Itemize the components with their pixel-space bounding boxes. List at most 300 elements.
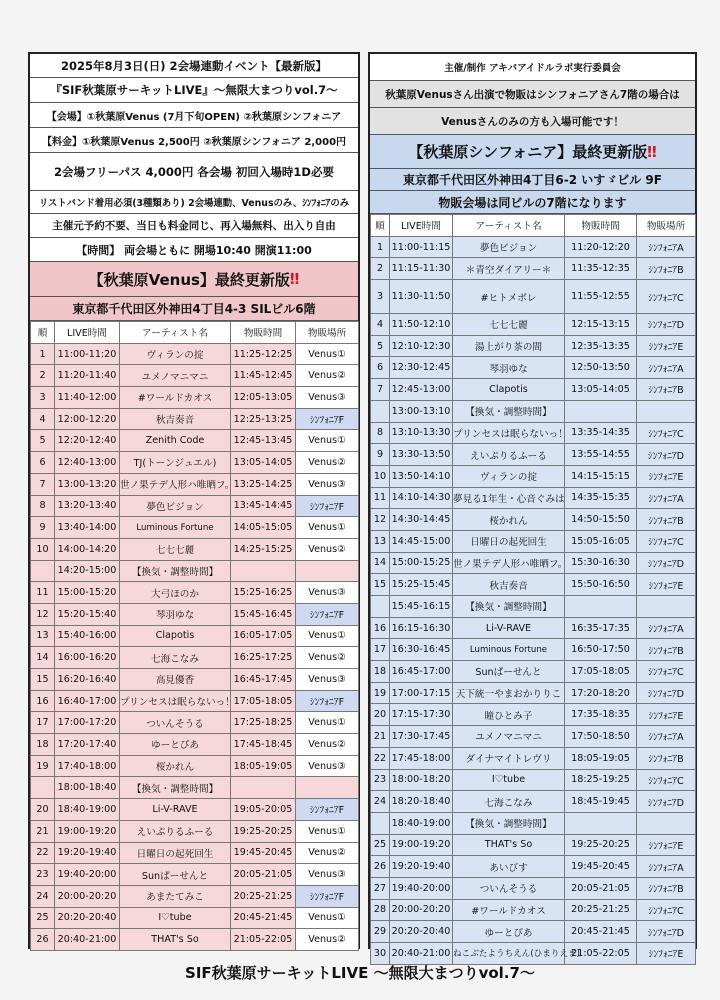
table-header-row: [31, 322, 359, 344]
cell-no: 24: [31, 885, 55, 907]
table-row: [371, 856, 696, 878]
cell-live: 13:00-13:20: [55, 473, 120, 495]
cell-goods-time: 13:05-14:05: [231, 452, 296, 474]
table-row: [371, 769, 696, 791]
cell-place: ｼﾝﾌｫﾆｱF: [296, 885, 359, 907]
cell-place: Venus①: [296, 907, 359, 929]
cell-no: 20: [31, 799, 55, 821]
cell-artist: 瞳ひとみ子: [453, 704, 565, 726]
event-date-line: 2025年8月3日(日) 2会場連動イベント【最新版】: [30, 54, 358, 78]
table-row: [31, 495, 359, 517]
cell-place: ｼﾝﾌｫﾆｱF: [296, 603, 359, 625]
cell-no: 5: [371, 335, 390, 357]
cell-no: [371, 596, 390, 618]
table-row: [371, 357, 696, 379]
cell-goods-time: 14:15-15:15: [565, 465, 637, 487]
cell-goods-time: 16:25-17:25: [231, 647, 296, 669]
table-row: [31, 734, 359, 756]
cell-artist: THAT's So: [120, 929, 231, 951]
cell-artist: TJ(トーンジュエル): [120, 452, 231, 474]
cell-goods-time: 12:50-13:50: [565, 357, 637, 379]
table-row: [31, 538, 359, 560]
cell-goods-time: 19:45-20:45: [231, 842, 296, 864]
cell-live: 20:20-20:40: [390, 921, 453, 943]
cell-no: 21: [31, 820, 55, 842]
cell-no: [371, 812, 390, 834]
cell-live: 11:00-11:20: [55, 343, 120, 365]
cell-goods-time: 14:50-15:50: [565, 509, 637, 531]
cell-live: 15:25-15:45: [390, 574, 453, 596]
table-row: [31, 473, 359, 495]
table-row: [31, 517, 359, 539]
table-header-row: [371, 215, 696, 237]
cell-artist: I♡tube: [453, 769, 565, 791]
cell-artist: 世ノ果テデ人形ハ唯晒フ。: [453, 552, 565, 574]
cell-no: 23: [371, 769, 390, 791]
cell-place: ｼﾝﾌｫﾆｱC: [637, 280, 696, 314]
cell-goods-time: [231, 777, 296, 799]
cell-no: 16: [31, 690, 55, 712]
cell-place: Venus①: [296, 625, 359, 647]
table-row: [31, 452, 359, 474]
cell-place: ｼﾝﾌｫﾆｱB: [637, 639, 696, 661]
cell-place: Venus②: [296, 929, 359, 951]
cell-artist: Li-V-RAVE: [120, 799, 231, 821]
cell-no: 9: [31, 517, 55, 539]
table-row: [371, 422, 696, 444]
cell-artist: えいぷりるふーる: [120, 820, 231, 842]
cell-artist: 夢見る1年生・心音ぐみは: [453, 487, 565, 509]
cell-goods-time: 20:45-21:45: [231, 907, 296, 929]
table-row: [31, 885, 359, 907]
cell-goods-time: [565, 812, 637, 834]
cell-goods-time: 13:05-14:05: [565, 379, 637, 401]
cell-no: 8: [371, 422, 390, 444]
table-row: [371, 747, 696, 769]
cell-live: 11:50-12:10: [390, 314, 453, 336]
cell-artist: 秋吉奏音: [120, 408, 231, 430]
cell-place: ｼﾝﾌｫﾆｱF: [296, 690, 359, 712]
cell-live: 11:00-11:15: [390, 236, 453, 258]
cell-place: ｼﾝﾌｫﾆｱD: [637, 921, 696, 943]
cell-place: Venus①: [296, 820, 359, 842]
cell-artist: 秋吉奏音: [453, 574, 565, 596]
cell-artist: 日曜日の起死回生: [120, 842, 231, 864]
cell-artist: #ワールドカオス: [453, 899, 565, 921]
cell-goods-time: 20:25-21:25: [231, 885, 296, 907]
venus-panel: [28, 52, 360, 949]
cell-place: ｼﾝﾌｫﾆｱE: [637, 574, 696, 596]
cell-place: ｼﾝﾌｫﾆｱB: [637, 258, 696, 280]
cell-artist: #ヒトメボレ: [453, 280, 565, 314]
table-row: [371, 899, 696, 921]
cell-no: 13: [371, 530, 390, 552]
table-row: [31, 365, 359, 387]
table-row: [371, 639, 696, 661]
table-row: [31, 799, 359, 821]
cell-live: 16:40-17:00: [55, 690, 120, 712]
table-row: [371, 877, 696, 899]
cell-no: [371, 400, 390, 422]
cell-no: 15: [31, 669, 55, 691]
cell-goods-time: 16:50-17:50: [565, 639, 637, 661]
symphonia-panel: [368, 52, 697, 961]
cell-live: 14:10-14:30: [390, 487, 453, 509]
cell-no: 17: [371, 639, 390, 661]
cell-live: 13:00-13:10: [390, 400, 453, 422]
table-row: [371, 314, 696, 336]
table-row: [31, 603, 359, 625]
cell-live: 19:20-19:40: [390, 856, 453, 878]
cell-live: 12:40-13:00: [55, 452, 120, 474]
cell-goods-time: 17:50-18:50: [565, 726, 637, 748]
price-line: 【料金】①秋葉原Venus 2,500円 ②秋葉原シンフォニア 2,000円: [30, 128, 358, 153]
cell-goods-time: 12:25-13:25: [231, 408, 296, 430]
cell-artist: 日曜日の起死回生: [453, 530, 565, 552]
cell-live: 16:15-16:30: [390, 617, 453, 639]
cell-place: ｼﾝﾌｫﾆｱE: [637, 704, 696, 726]
cell-no: 3: [371, 280, 390, 314]
table-row: [371, 791, 696, 813]
cell-place: Venus③: [296, 755, 359, 777]
cell-artist: プリンセスは眠らないっ！: [453, 422, 565, 444]
cell-no: 18: [371, 661, 390, 683]
cell-artist: 世ノ果テデ人形ハ唯晒フ。: [120, 473, 231, 495]
cell-live: 14:20-15:00: [55, 560, 120, 582]
table-row: [371, 726, 696, 748]
table-row: [371, 379, 696, 401]
table-row: [371, 400, 696, 422]
table-row: [371, 236, 696, 258]
wristband-line: リストバンド着用必須(3種類あり) 2会場連動、Venusのみ、ｼﾝﾌｫﾆｱのみ: [30, 191, 358, 214]
table-row: [371, 704, 696, 726]
cell-live: 19:40-20:00: [55, 864, 120, 886]
symphonia-title-text: 【秋葉原シンフォニア】最終更新版: [408, 143, 648, 161]
table-row: [371, 661, 696, 683]
cell-artist: ついんそうる: [120, 712, 231, 734]
cell-artist: #ワールドカオス: [120, 387, 231, 409]
cell-artist: ユメノマニマニ: [453, 726, 565, 748]
cell-place: Venus①: [296, 343, 359, 365]
table-header-cell: 順: [371, 215, 390, 237]
free-pass-line: 2会場フリーパス 4,000円 各会場 初回入場時1D必要: [30, 153, 358, 191]
cell-place: ｼﾝﾌｫﾆｱB: [637, 509, 696, 531]
cell-live: 20:00-20:20: [390, 899, 453, 921]
cell-no: 19: [31, 755, 55, 777]
cell-goods-time: 11:55-12:55: [565, 280, 637, 314]
cell-no: 1: [371, 236, 390, 258]
cell-goods-time: 20:05-21:05: [565, 877, 637, 899]
cell-live: 20:20-20:40: [55, 907, 120, 929]
cell-artist: I♡tube: [120, 907, 231, 929]
table-row: [371, 530, 696, 552]
table-row: [371, 812, 696, 834]
table-header-cell: 物販時間: [231, 322, 296, 344]
cell-place: [637, 400, 696, 422]
cell-goods-time: 11:35-12:35: [565, 258, 637, 280]
cell-place: ｼﾝﾌｫﾆｱD: [637, 791, 696, 813]
cell-place: ｼﾝﾌｫﾆｱE: [637, 335, 696, 357]
cell-live: 13:40-14:00: [55, 517, 120, 539]
cell-no: 11: [31, 582, 55, 604]
cell-live: 18:20-18:40: [390, 791, 453, 813]
cell-artist: 七海こなみ: [120, 647, 231, 669]
cell-artist: 湯上がり茶の間: [453, 335, 565, 357]
cell-live: 15:00-15:20: [55, 582, 120, 604]
cell-live: 15:40-16:00: [55, 625, 120, 647]
cell-place: Venus③: [296, 669, 359, 691]
table-row: [31, 408, 359, 430]
organizer-line: 主催/制作 アキバアイドルラボ実行委員会: [370, 54, 695, 81]
cell-goods-time: 20:05-21:05: [231, 864, 296, 886]
cell-no: 7: [31, 473, 55, 495]
cell-no: 11: [371, 487, 390, 509]
table-row: [31, 560, 359, 582]
cell-no: 2: [31, 365, 55, 387]
cell-no: 26: [31, 929, 55, 951]
cell-artist: Sunぱーせんと: [453, 661, 565, 683]
cell-artist: 夢色ビジョン: [453, 236, 565, 258]
cell-place: ｼﾝﾌｫﾆｱD: [637, 682, 696, 704]
cell-goods-time: 17:25-18:25: [231, 712, 296, 734]
cell-goods-time: 15:30-16:30: [565, 552, 637, 574]
cell-place: Venus②: [296, 842, 359, 864]
cell-goods-time: 12:15-13:15: [565, 314, 637, 336]
table-row: [31, 755, 359, 777]
cell-no: 7: [371, 379, 390, 401]
cell-live: 16:45-17:00: [390, 661, 453, 683]
cell-artist: Li-V-RAVE: [453, 617, 565, 639]
cell-live: 15:20-15:40: [55, 603, 120, 625]
cell-goods-time: 19:45-20:45: [565, 856, 637, 878]
table-row: [371, 834, 696, 856]
cell-place: Venus③: [296, 387, 359, 409]
cell-goods-time: 13:55-14:55: [565, 444, 637, 466]
footer-title: SIF秋葉原サーキットLIVE ～無限大まつりvol.7～: [185, 963, 535, 982]
cell-no: 6: [31, 452, 55, 474]
cell-goods-time: [231, 560, 296, 582]
cell-no: 4: [31, 408, 55, 430]
table-row: [31, 343, 359, 365]
cell-artist: Clapotis: [120, 625, 231, 647]
cell-no: 24: [371, 791, 390, 813]
cell-artist: 【換気・調整時間】: [453, 812, 565, 834]
event-title-line: 『SIF秋葉原サーキットLIVE』～無限大まつりvol.7～: [30, 78, 358, 103]
cell-goods-time: 16:05-17:05: [231, 625, 296, 647]
cell-no: 4: [371, 314, 390, 336]
table-row: [31, 690, 359, 712]
cell-place: ｼﾝﾌｫﾆｱC: [637, 422, 696, 444]
cell-live: 11:15-11:30: [390, 258, 453, 280]
cell-no: 19: [371, 682, 390, 704]
cell-no: 5: [31, 430, 55, 452]
symphonia-title: [370, 135, 695, 169]
table-row: [371, 335, 696, 357]
cell-goods-time: 13:45-14:45: [231, 495, 296, 517]
cell-place: ｼﾝﾌｫﾆｱA: [637, 617, 696, 639]
table-row: [31, 712, 359, 734]
cell-place: Venus③: [296, 864, 359, 886]
cell-no: 9: [371, 444, 390, 466]
venus-title-text: 【秋葉原Venus】最終更新版: [88, 270, 290, 289]
cell-place: ｼﾝﾌｫﾆｱD: [637, 552, 696, 574]
cell-no: 10: [371, 465, 390, 487]
cell-no: 28: [371, 899, 390, 921]
cell-goods-time: 12:35-13:35: [565, 335, 637, 357]
cell-no: 22: [31, 842, 55, 864]
cell-goods-time: 11:20-12:20: [565, 236, 637, 258]
cell-place: ｼﾝﾌｫﾆｱA: [637, 726, 696, 748]
cell-goods-time: 13:35-14:35: [565, 422, 637, 444]
cell-no: 27: [371, 877, 390, 899]
cell-place: [296, 777, 359, 799]
cell-place: Venus③: [296, 473, 359, 495]
cell-goods-time: 20:45-21:45: [565, 921, 637, 943]
table-row: [371, 617, 696, 639]
cell-artist: ダイナマイトレヴリ: [453, 747, 565, 769]
cell-artist: 桜かれん: [453, 509, 565, 531]
cell-goods-time: 19:25-20:25: [231, 820, 296, 842]
table-row: [31, 777, 359, 799]
cell-no: [31, 560, 55, 582]
table-row: [31, 582, 359, 604]
cell-goods-time: 18:05-19:05: [231, 755, 296, 777]
cell-live: 19:40-20:00: [390, 877, 453, 899]
cell-no: 20: [371, 704, 390, 726]
cell-goods-time: 13:25-14:25: [231, 473, 296, 495]
cell-live: 13:50-14:10: [390, 465, 453, 487]
cell-live: 15:45-16:15: [390, 596, 453, 618]
cell-live: 13:10-13:30: [390, 422, 453, 444]
table-row: [371, 487, 696, 509]
cell-place: [637, 596, 696, 618]
table-row: [31, 842, 359, 864]
table-row: [371, 280, 696, 314]
cell-live: 13:20-13:40: [55, 495, 120, 517]
cell-goods-time: 12:05-13:05: [231, 387, 296, 409]
venus-address: 東京都千代田区外神田4丁目4-3 SILビル6階: [30, 297, 358, 321]
cell-place: ｼﾝﾌｫﾆｱC: [637, 769, 696, 791]
cell-artist: 天下統一やまおかりりこ: [453, 682, 565, 704]
cell-live: 17:40-18:00: [55, 755, 120, 777]
cell-artist: 琴羽ゆな: [453, 357, 565, 379]
cell-no: 21: [371, 726, 390, 748]
cell-artist: 琴羽ゆな: [120, 603, 231, 625]
cell-goods-time: 18:05-19:05: [565, 747, 637, 769]
cell-place: Venus②: [296, 538, 359, 560]
notice-line-1: 秋葉原Venusさん出演で物販はシンフォニアさん7階の場合は: [370, 81, 695, 108]
cell-goods-time: 14:25-15:25: [231, 538, 296, 560]
cell-place: ｼﾝﾌｫﾆｱE: [637, 834, 696, 856]
cell-place: ｼﾝﾌｫﾆｱC: [637, 530, 696, 552]
cell-live: 18:00-18:40: [55, 777, 120, 799]
cell-no: 17: [31, 712, 55, 734]
cell-live: 15:00-15:25: [390, 552, 453, 574]
cell-live: 17:45-18:00: [390, 747, 453, 769]
cell-artist: THAT's So: [453, 834, 565, 856]
cell-goods-time: 15:25-16:25: [231, 582, 296, 604]
cell-live: 20:00-20:20: [55, 885, 120, 907]
cell-live: 17:15-17:30: [390, 704, 453, 726]
cell-no: 25: [31, 907, 55, 929]
cell-live: 12:45-13:00: [390, 379, 453, 401]
cell-live: 14:45-15:00: [390, 530, 453, 552]
table-header-cell: LIVE時間: [390, 215, 453, 237]
cell-live: 11:30-11:50: [390, 280, 453, 314]
cell-goods-time: [565, 400, 637, 422]
cell-artist: 夢色ビジョン: [120, 495, 231, 517]
cell-goods-time: 14:05-15:05: [231, 517, 296, 539]
cell-artist: Zenith Code: [120, 430, 231, 452]
cell-goods-time: 15:45-16:45: [231, 603, 296, 625]
cell-no: 12: [31, 603, 55, 625]
venus-title: [30, 262, 358, 297]
cell-live: 12:20-12:40: [55, 430, 120, 452]
cell-artist: あいびす: [453, 856, 565, 878]
table-row: [31, 820, 359, 842]
cell-artist: Luminous Fortune: [453, 639, 565, 661]
table-row: [31, 929, 359, 951]
cell-artist: ついんそうる: [453, 877, 565, 899]
cell-goods-time: 19:25-20:25: [565, 834, 637, 856]
cell-goods-time: 15:05-16:05: [565, 530, 637, 552]
venus-schedule-table: [30, 321, 359, 951]
cell-no: 23: [31, 864, 55, 886]
cell-goods-time: 17:20-18:20: [565, 682, 637, 704]
table-header-cell: 物販時間: [565, 215, 637, 237]
table-row: [371, 444, 696, 466]
cell-live: 17:30-17:45: [390, 726, 453, 748]
cell-artist: ユメノマニマニ: [120, 365, 231, 387]
cell-place: ｼﾝﾌｫﾆｱE: [637, 465, 696, 487]
cell-no: 15: [371, 574, 390, 596]
cell-artist: 七海こなみ: [453, 791, 565, 813]
table-row: [371, 596, 696, 618]
cell-place: ｼﾝﾌｫﾆｱC: [637, 899, 696, 921]
cell-no: [31, 777, 55, 799]
cell-artist: ヴィランの掟: [453, 465, 565, 487]
cell-no: 8: [31, 495, 55, 517]
cell-place: Venus②: [296, 734, 359, 756]
cell-live: 14:00-14:20: [55, 538, 120, 560]
table-row: [31, 907, 359, 929]
table-row: [31, 430, 359, 452]
venus-title-mark: ‼: [289, 270, 300, 288]
cell-place: ｼﾝﾌｫﾆｱD: [637, 444, 696, 466]
table-row: [371, 258, 696, 280]
cell-artist: ゆーとぴあ: [453, 921, 565, 943]
cell-artist: Sunぱーせんと: [120, 864, 231, 886]
cell-no: 13: [31, 625, 55, 647]
cell-no: 22: [371, 747, 390, 769]
cell-goods-time: 18:45-19:45: [565, 791, 637, 813]
cell-artist: ゆーとぴあ: [120, 734, 231, 756]
cell-place: ｼﾝﾌｫﾆｱA: [637, 856, 696, 878]
cell-artist: あまたてみこ: [120, 885, 231, 907]
cell-live: 19:00-19:20: [390, 834, 453, 856]
cell-artist: Clapotis: [453, 379, 565, 401]
cell-place: ｼﾝﾌｫﾆｱE: [637, 943, 696, 965]
cell-place: ｼﾝﾌｫﾆｱF: [296, 495, 359, 517]
cell-place: [637, 812, 696, 834]
table-header-cell: アーティスト名: [453, 215, 565, 237]
cell-goods-time: 21:05-22:05: [565, 943, 637, 965]
cell-no: 26: [371, 856, 390, 878]
cell-artist: 【換気・調整時間】: [453, 596, 565, 618]
cell-artist: 桜かれん: [120, 755, 231, 777]
cell-live: 14:30-14:45: [390, 509, 453, 531]
cell-no: 18: [31, 734, 55, 756]
